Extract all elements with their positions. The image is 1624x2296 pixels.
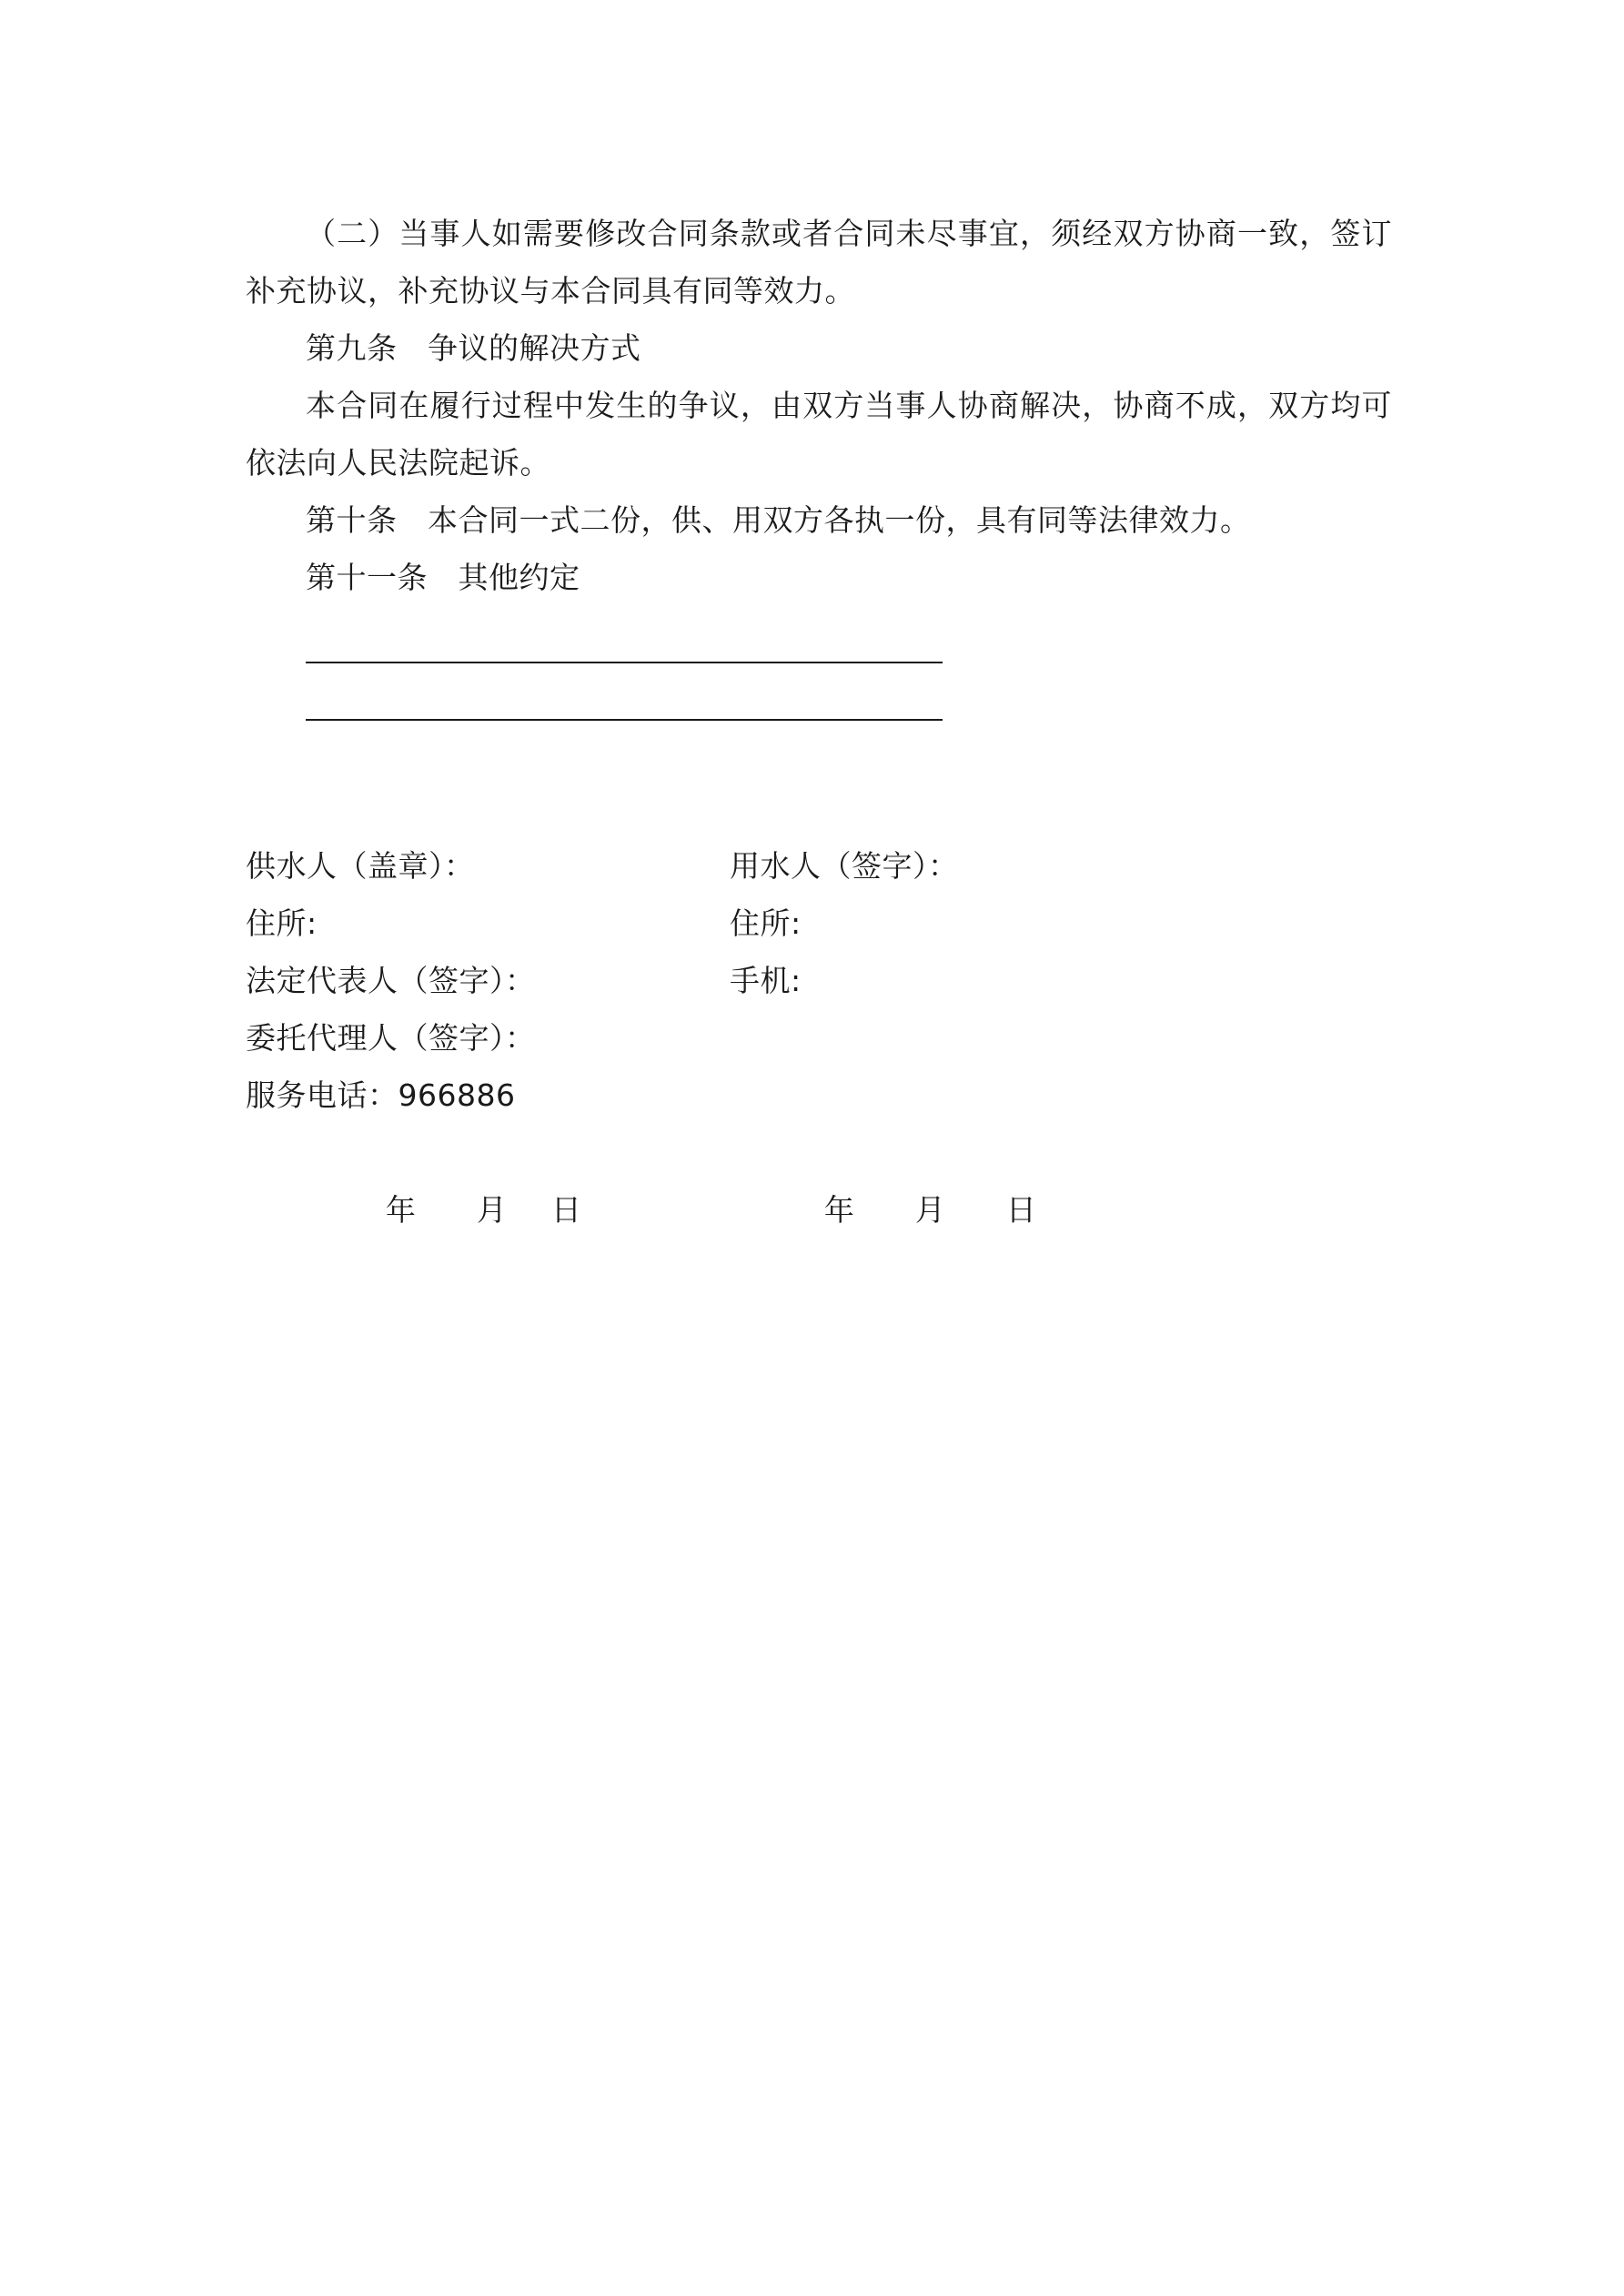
supplier-date-year: 年 — [385, 1192, 417, 1228]
signature-row-4 — [246, 1009, 1246, 1067]
supplier-address-label: 住所: — [246, 905, 318, 941]
signature-row-2 — [246, 895, 1246, 952]
service-phone-label: 服务电话：966886 — [246, 1077, 516, 1113]
user-date-year: 年 — [823, 1192, 855, 1228]
article-9-heading: 第九条 争议的解决方式 — [306, 330, 641, 366]
user-date-day: 日 — [1005, 1192, 1037, 1228]
signature-block — [246, 837, 1246, 1228]
user-date — [730, 1124, 1037, 1228]
blank-line-2 — [306, 663, 943, 721]
supplier-date-day: 日 — [550, 1192, 582, 1228]
supplier-seal-label: 供水人（盖章）： — [246, 848, 475, 884]
signature-row-5 — [246, 1067, 1246, 1124]
article-11-heading: 第十一条 其他约定 — [306, 560, 580, 595]
signature-row-3 — [246, 952, 1246, 1009]
user-date-month: 月 — [914, 1192, 946, 1228]
contract-body — [246, 205, 1392, 721]
paragraph-supplementary-agreement: （二）当事人如需要修改合同条款或者合同未尽事宜，须经双方协商一致，签订补充协议，补充协议与本合同具有同等效力。 — [246, 216, 1392, 308]
user-phone-label: 手机: — [730, 963, 802, 998]
paragraph-dispute-resolution: 本合同在履行过程中发生的争议，由双方当事人协商解决，协商不成，双方均可依法向人民法院起诉。 — [246, 388, 1392, 480]
supplier-date-month: 月 — [476, 1192, 508, 1228]
agent-label: 委托代理人（签字）： — [246, 1020, 536, 1056]
supplier-date — [246, 1124, 730, 1228]
user-address-label: 住所: — [730, 905, 802, 941]
signature-row-1 — [246, 837, 1246, 895]
date-row — [246, 1124, 1246, 1228]
legal-rep-label: 法定代表人（签字）： — [246, 963, 536, 998]
user-sign-label: 用水人（签字）： — [730, 848, 959, 884]
blank-line-1 — [306, 606, 943, 663]
article-10-copies: 第十条 本合同一式二份，供、用双方各执一份，具有同等法律效力。 — [306, 502, 1251, 538]
